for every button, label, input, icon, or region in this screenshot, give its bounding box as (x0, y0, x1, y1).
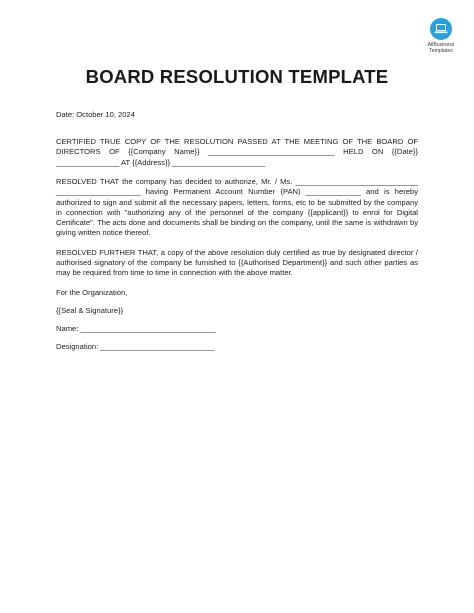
seal-signature-line: {{Seal & Signature}} (56, 305, 124, 315)
logo-text (416, 42, 466, 54)
for-organization-line: For the Organization, (56, 287, 128, 297)
resolved-further-paragraph: RESOLVED FURTHER THAT, a copy of the above resolution duly certified as true by designated director / authorised signatory of the company be furnished to {{Authorised Department}} and such other parties as may be required from time to time in connection with the above matter. (56, 247, 418, 278)
resolved-paragraph: RESOLVED THAT the company has decided to authorize, Mr. / Ms. _____________________________ ____________________ having Permanent Account Number (PAN) _____________ and is hereby authorized to sign and submit all the necessary papers, letters, forms, etc to be submitted by the company in connection with "authorizing any of the personnel of the company {{applicant}} to enrol for Digital Certificate". The acts done and documents shall be binding on the company, until the same is withdrawn by giving written notice thereof. (56, 177, 418, 238)
date-line: Date: October 10, 2024 (56, 110, 135, 119)
laptop-icon (430, 18, 452, 40)
logo-line-2: Templates (429, 48, 453, 54)
logo-line-1: AllBusiness (427, 42, 455, 48)
designation-line: Designation: ___________________________ (56, 342, 215, 352)
document-title: BOARD RESOLUTION TEMPLATE (85, 66, 389, 87)
allbusiness-logo (416, 18, 466, 54)
name-line: Name: ________________________________ (56, 323, 216, 333)
document-body (56, 110, 418, 360)
certified-paragraph: CERTIFIED TRUE COPY OF THE RESOLUTION PASSED AT THE MEETING OF THE BOARD OF DIRECTORS OF {{Company Name}} ______________________________ HELD ON {{Date}} _______________ AT {{Address}} ______________________ (56, 137, 418, 167)
